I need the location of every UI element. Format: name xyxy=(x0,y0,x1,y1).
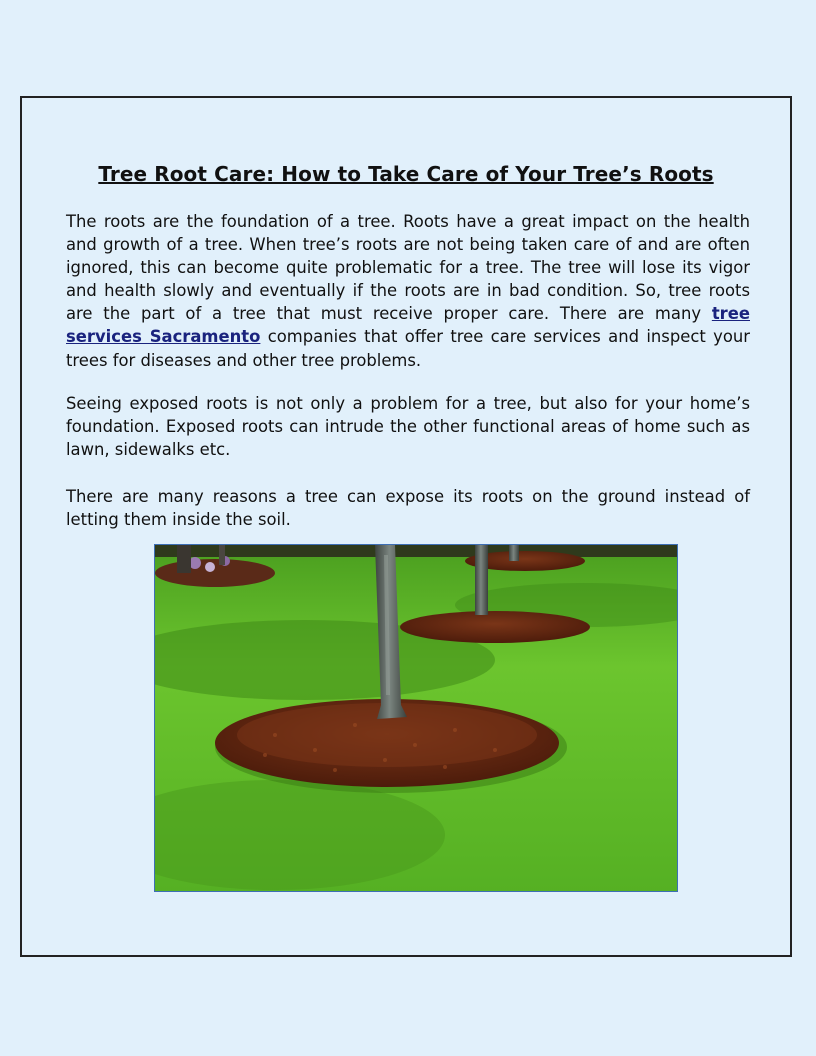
paragraph-intro-text-start: The roots are the foundation of a tree. Roots have a great impact on the health and growth of a tree. When tree’s roots are not being taken care of and are often ignored, this can become quite problematic for a tree. The tree will lose its vigor and health slowly and eventually if the roots are in bad condition. So, tree roots are the part of a tree that must receive proper care. There are many xyxy=(66,212,750,324)
tree-services-link[interactable]: tree services Sacramento xyxy=(66,304,750,347)
page-title: Tree Root Care: How to Take Care of Your Tree’s Roots xyxy=(98,162,714,186)
paragraph-intro-text-end: companies that offer tree care services and inspect your trees for diseases and other tree problems. xyxy=(66,327,750,370)
tree-mulch-photo xyxy=(154,544,678,892)
paragraph-reasons: There are many reasons a tree can expose its roots on the ground instead of letting them inside the soil. xyxy=(66,487,750,530)
paragraph-exposed-roots: Seeing exposed roots is not only a problem for a tree, but also for your home’s foundation. Exposed roots can intrude the other functional areas of home such as lawn, sidewalks etc. xyxy=(66,394,750,460)
tree-photo-illustration xyxy=(155,545,678,892)
paragraph-intro xyxy=(66,210,750,372)
page-frame xyxy=(20,96,792,957)
